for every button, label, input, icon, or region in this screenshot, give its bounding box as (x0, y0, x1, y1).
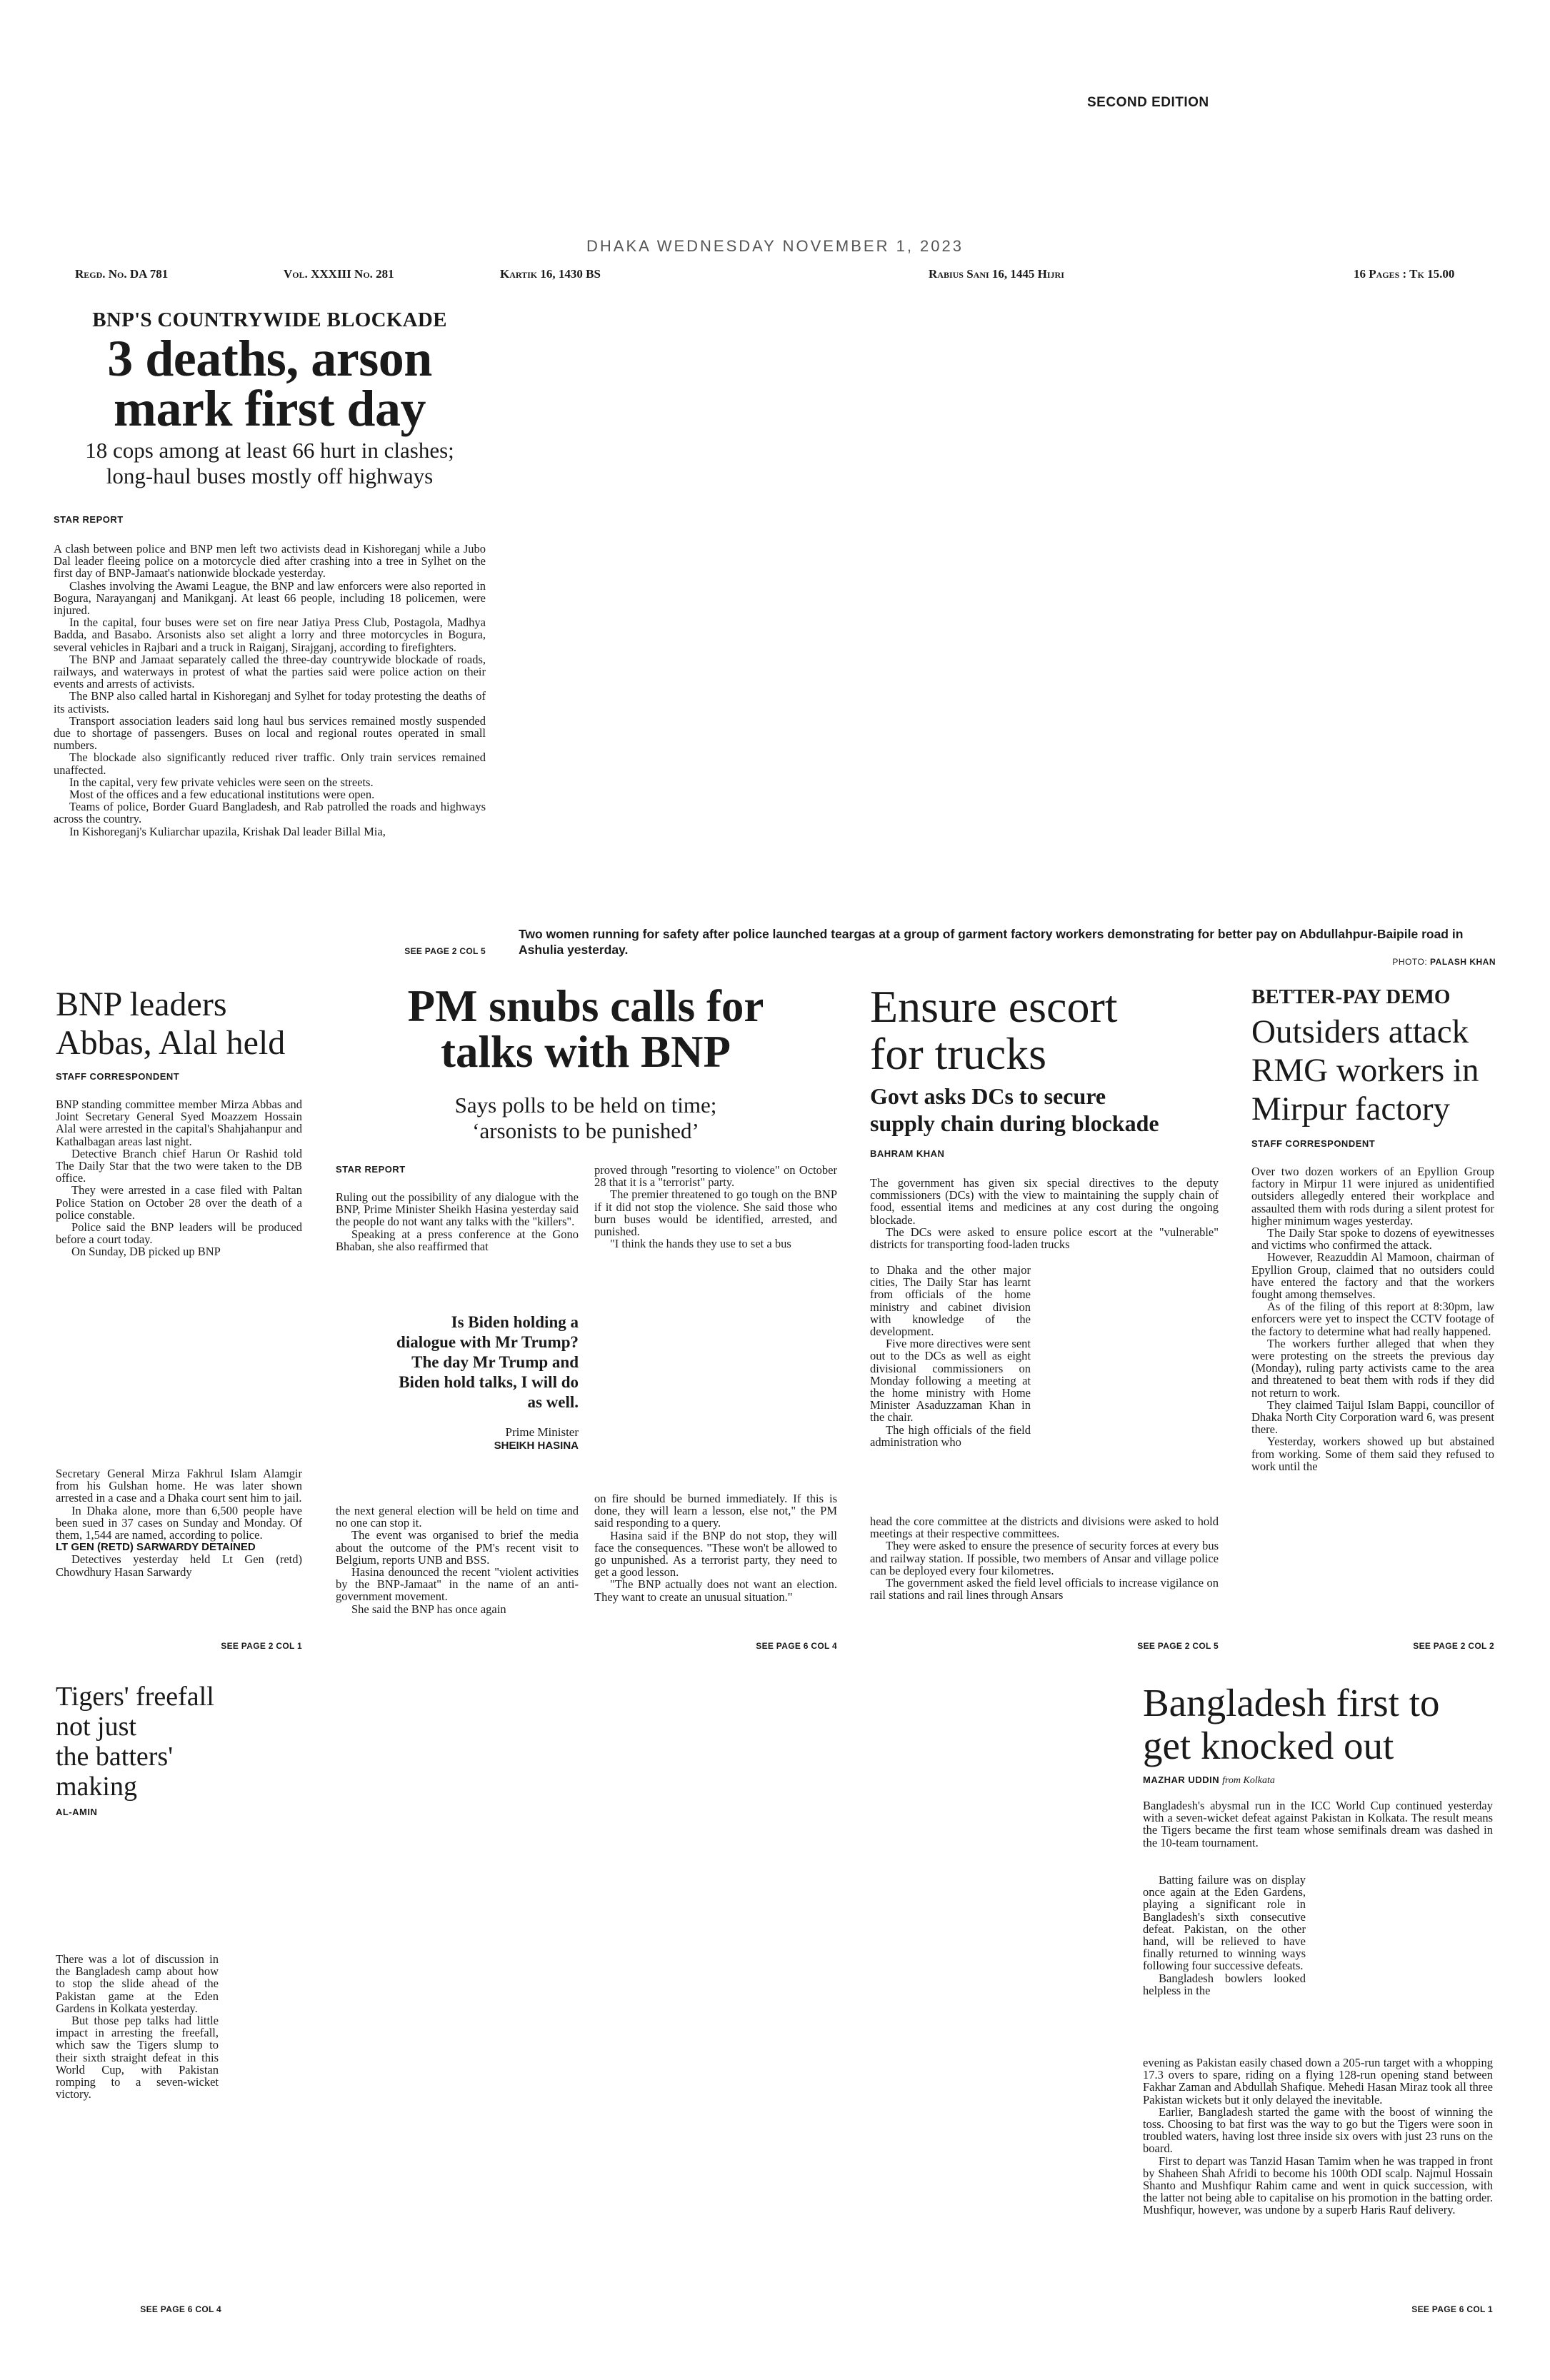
pm-pull-quote (336, 1312, 579, 1412)
pm-paragraph: the next general election will be held on time and no one can stop it. (336, 1504, 579, 1530)
lead-body (54, 543, 486, 838)
photo-caption: Two women running for safety after police launched teargas at a group of garment factory workers demonstrating for better pay on Abdullahpur-Baipile road in Ashulia yesterday. (519, 927, 1464, 957)
abbas-paragraph: Detective Branch chief Harun Or Rashid told The Daily Star that the two were taken to the DB office. (56, 1146, 302, 1185)
knocked-headline (1143, 1682, 1439, 1767)
lead-paragraph: In the capital, very few private vehicles were seen on the streets. (69, 775, 374, 789)
pm-paragraph: Hasina said if the BNP do not stop, they will face the consequences. "These won't be allowed to go unpunished. As a terrorist party, they need to get a good lesson. (594, 1528, 837, 1580)
rmg-headline-line-3: Mirpur factory (1251, 1090, 1450, 1128)
escort-paragraph: The high officials of the field administration who (870, 1422, 1031, 1449)
rmg-paragraph: The workers further alleged that when they were protesting on the streets the previous day (Monday), ruling party activists came to the area and threatened to beat them with rods if they did not return to work. (1251, 1336, 1494, 1400)
escort-headline-line-1: Ensure escort (870, 981, 1118, 1032)
pm-paragraph: on fire should be burned immediately. If this is done, they will learn a lesson, else not," the PM said responding to a query. (594, 1492, 837, 1530)
abbas-paragraph: In Dhaka alone, more than 6,500 people have been sued in 37 cases on Sunday and Monday. Of them, 1,544 are named, according to police. (56, 1503, 302, 1542)
tigers-byline: AL-AMIN (56, 1807, 98, 1817)
escort-headline-line-2: for trucks (870, 1028, 1047, 1079)
abbas-body-bottom (56, 1467, 302, 1578)
knocked-photo (1316, 1874, 1493, 2047)
registration-number: Regd. No. DA 781 (75, 267, 169, 281)
tigers-headline-line-3: the batters' (56, 1742, 174, 1772)
pm-paragraph: "The BNP actually does not want an election. They want to create an unusual situation." (594, 1577, 837, 1604)
rmg-headline-line-1: Outsiders attack (1251, 1013, 1469, 1050)
photo-credit-label: PHOTO: (1392, 957, 1428, 967)
dateline: DHAKA WEDNESDAY NOVEMBER 1, 2023 (586, 237, 964, 255)
lead-paragraph: In the capital, four buses were set on fire near Jatiya Press Club, Postagola, Madhya Badda, and Basabo. Arsonists also set alight a lorry and three motorcycles in Bogura, several vehicles in Rajbari and a truck in Raiganj, Sirajganj, according to firefighters. (54, 616, 486, 654)
abbas-byline: STAFF CORRESPONDENT (56, 1071, 180, 1082)
abbas-paragraph: They were arrested in a case filed with Paltan Police Station on October 28 over the death of a police constable. (56, 1183, 302, 1222)
bangla-date: Kartik 16, 1430 BS (500, 267, 601, 281)
escort-subhead-line-2: supply chain during blockade (870, 1110, 1159, 1136)
pm-subhead-line-1: Says polls to be held on time; (454, 1093, 717, 1118)
knocked-byline-from: from Kolkata (1222, 1775, 1275, 1786)
rmg-body (1251, 1165, 1494, 1472)
abbas-body-top (56, 1098, 302, 1258)
pm-subhead-line-2: ‘arsonists to be punished’ (472, 1118, 699, 1143)
pm-col2-bottom (594, 1492, 837, 1603)
knocked-headline-line-2: get knocked out (1143, 1724, 1394, 1767)
pm-byline: STAR REPORT (336, 1164, 406, 1175)
tigers-headline-line-4: making (56, 1772, 137, 1802)
pm-paragraph: proved through "resorting to violence" on October 28 that it is a "terrorist" party. (594, 1163, 837, 1190)
rmg-paragraph: However, Reazuddin Al Mamoon, chairman of Epyllion Group, claimed that no outsiders could have entered the factory and that the workers fought among themselves. (1251, 1250, 1494, 1302)
pm-quote-line: Is Biden holding a (451, 1313, 579, 1331)
lead-paragraph: Teams of police, Border Guard Bangladesh, and Rab patrolled the roads and highways across the country. (54, 800, 486, 826)
abbas-paragraph: Police said the BNP leaders will be produced before a court today. (56, 1220, 302, 1247)
rmg-paragraph: Yesterday, workers showed up but abstained from working. Some of them said they refused to work until the (1251, 1435, 1494, 1473)
rmg-jump: SEE PAGE 2 COL 2 (1413, 1641, 1494, 1651)
lead-subhead (54, 438, 486, 489)
lead-paragraph: Clashes involving the Awami League, the BNP and law enforcers were also reported in Bogura, Narayanganj and Manikganj. At least 66 people, including 18 policemen, were injured. (54, 578, 486, 618)
rmg-paragraph: As of the filing of this report at 8:30pm, law enforcers were yet to inspect the CCTV footage of the factory to determine what had really happened. (1251, 1300, 1494, 1338)
knocked-byline: MAZHAR UDDIN (1143, 1774, 1220, 1785)
hijri-date: Rabius Sani 16, 1445 Hijri (929, 267, 1064, 281)
lead-paragraph: In Kishoreganj's Kuliarchar upazila, Krishak Dal leader Billal Mia, (69, 824, 386, 838)
escort-paragraph: The government has given six special directives to the deputy commissioners (DCs) with the view to maintaining the supply chain of food, essential items and medicines at any cost during the ongoing blockade. (870, 1176, 1219, 1227)
tigers-paragraph: But those pep talks had little impact in arresting the freefall, which saw the Tigers slump to their sixth straight defeat in this World Cup, with Pakistan romping to a seven-wicket victory. (56, 2014, 219, 2102)
escort-paragraph: The DCs were asked to ensure police escort at the "vulnerable" districts for transporting food-laden trucks (870, 1225, 1219, 1252)
pm-quote-line: Biden hold talks, I will do (399, 1373, 579, 1391)
pm-quote-line: as well. (527, 1393, 579, 1411)
knocked-paragraph: Bangladesh bowlers looked helpless in the (1143, 1971, 1306, 1997)
pm-quote-attribution (336, 1425, 579, 1452)
pm-paragraph: The event was organised to brief the media about the outcome of the PM's recent visit to Belgium, reports UNB and BSS. (336, 1528, 579, 1567)
escort-paragraph: head the core committee at the districts and divisions were asked to hold meetings at their respective committees. (870, 1515, 1219, 1541)
abbas-headline (56, 985, 285, 1063)
tigers-jump: SEE PAGE 6 COL 4 (140, 2304, 221, 2314)
abbas-headline-line-2: Abbas, Alal held (56, 1024, 286, 1062)
rmg-paragraph: They claimed Taijul Islam Bappi, councillor of Dhaka North City Corporation ward 6, was present there. (1251, 1397, 1494, 1437)
tigers-headline (56, 1682, 214, 1802)
page-count-price: 16 Pages : Tk 15.00 (1354, 267, 1455, 281)
escort-subhead (870, 1083, 1159, 1137)
knocked-jump: SEE PAGE 6 COL 1 (1411, 2304, 1493, 2314)
escort-body-bottom (870, 1515, 1219, 1601)
pm-headline (336, 983, 836, 1075)
lead-paragraph: Most of the offices and a few educational institutions were open. (69, 788, 375, 802)
pm-quote-role: Prime Minister (505, 1425, 579, 1439)
pm-photo (594, 1285, 837, 1492)
volume-number: Vol. XXXIII No. 281 (284, 267, 394, 281)
lead-kicker: BNP'S COUNTRYWIDE BLOCKADE (92, 308, 447, 331)
pm-col1-bottom (336, 1505, 579, 1615)
escort-paragraph: to Dhaka and the other major cities, The Daily Star has learnt from officials of the home ministry and cabinet division with knowledge of the development. (870, 1263, 1031, 1339)
lead-headline-line-1: 3 deaths, arson (107, 330, 432, 387)
abbas-headline-line-1: BNP leaders (56, 985, 227, 1023)
escort-body-narrow (870, 1264, 1031, 1448)
photo-credit (1214, 957, 1496, 967)
pm-col2-top (594, 1164, 837, 1250)
escort-byline: BAHRAM KHAN (870, 1148, 945, 1159)
rmg-headline (1251, 1013, 1479, 1128)
escort-body-top (870, 1177, 1219, 1250)
lead-jump: SEE PAGE 2 COL 5 (404, 946, 486, 956)
masthead-info-bar (0, 267, 1550, 288)
edition-label: SECOND EDITION (1087, 95, 1209, 110)
tigers-body (56, 1953, 219, 2100)
escort-photo (1037, 1264, 1219, 1510)
lead-paragraph: A clash between police and BNP men left two activists dead in Kishoreganj while a Jubo Dal leader fleeing police on a motorcycle died after crashing into a tree in Sylhet on the first day of BNP-Jamaat's nationwide blockade yesterday. (54, 542, 486, 581)
lead-subhead-line-2: long-haul buses mostly off highways (106, 463, 434, 488)
pm-paragraph: The premier threatened to go tough on the BNP if it did not stop the violence. She said those who burn buses would be identified, arrested, and punished. (594, 1188, 837, 1239)
escort-paragraph: Five more directives were sent out to the DCs as well as eight divisional commissioners on Monday following a meeting at the home ministry with Home Minister Asaduzzaman Khan in the chair. (870, 1337, 1031, 1425)
pm-col1-top (336, 1191, 579, 1252)
lead-byline: STAR REPORT (54, 514, 124, 525)
pm-subhead (336, 1093, 836, 1144)
rmg-headline-line-2: RMG workers in (1251, 1052, 1479, 1089)
tigers-paragraph: There was a lot of discussion in the Bangladesh camp about how to stop the slide ahead of the Pakistan game at the Eden Gardens in Kolkata yesterday. (56, 1952, 219, 2015)
escort-paragraph: The government asked the field level officials to increase vigilance on rail stations and rail lines through Ansars (870, 1576, 1219, 1602)
abbas-photo (56, 1300, 302, 1462)
pm-paragraph: Hasina denounced the recent "violent activities by the BNP-Jamaat" in the name of an anti-government movement. (336, 1565, 579, 1604)
knocked-paragraph: First to depart was Tanzid Hasan Tamim when he was trapped in front by Shaheen Shah Afridi to become his 100th ODI scalp. Najmul Hossain Shanto and Mushfiqur Rahim came and went in quick succession, with the latter not being able to capitalise on his promotion in the batting order. Mushfiqur, however, was undone by a superb Haris Rauf delivery. (1143, 2154, 1493, 2217)
abbas-paragraph: BNP standing committee member Mirza Abbas and Joint Secretary General Syed Moazzem Hossain Alal were arrested in the capital's Shahjahanpur and Kathalbagan areas last night. (56, 1098, 302, 1148)
photo-credit-name: PALASH KHAN (1430, 957, 1496, 967)
pm-headline-line-2: talks with BNP (440, 1027, 731, 1077)
escort-subhead-line-1: Govt asks DCs to secure (870, 1083, 1106, 1109)
abbas-paragraph: Detectives yesterday held Lt Gen (retd) Chowdhury Hasan Sarwardy (56, 1552, 302, 1579)
tigers-headline-line-2: not just (56, 1712, 136, 1742)
lead-subhead-line-1: 18 cops among at least 66 hurt in clashes; (85, 438, 454, 463)
pm-quote-line: The day Mr Trump and (411, 1353, 579, 1371)
knocked-byline-row (1143, 1774, 1275, 1787)
rmg-kicker: BETTER-PAY DEMO (1251, 985, 1451, 1008)
knocked-body-bottom (1143, 2057, 1493, 2216)
lead-paragraph: The blockade also significantly reduced river traffic. Only train services remained unaffected. (54, 750, 486, 777)
tigers-headline-line-1: Tigers' freefall (56, 1682, 214, 1712)
knocked-body-narrow (1143, 1874, 1306, 1997)
pm-quote-name: SHEIKH HASINA (494, 1440, 579, 1452)
lead-paragraph: The BNP and Jamaat separately called the three-day countrywide blockade of roads, railways, and waterways in protest of what the parties said were police action on their events and arrests of activists. (54, 652, 486, 691)
escort-headline (870, 983, 1118, 1078)
tigers-photo (56, 1828, 1134, 1949)
abbas-subhead: LT GEN (RETD) SARWARDY DETAINED (56, 1541, 256, 1554)
escort-paragraph: They were asked to ensure the presence of security forces at every bus and railway station. If possible, two members of Ansar and village police can be deployed every four kilometres. (870, 1539, 1219, 1577)
rmg-byline: STAFF CORRESPONDENT (1251, 1138, 1376, 1149)
lead-story (54, 308, 486, 489)
lead-headline (54, 330, 486, 437)
pm-paragraph: "I think the hands they use to set a bus (610, 1237, 791, 1251)
rmg-paragraph: The Daily Star spoke to dozens of eyewitnesses and victims who confirmed the attack. (1251, 1226, 1494, 1252)
lead-headline-line-2: mark first day (114, 380, 426, 437)
knocked-body-top (1143, 1799, 1493, 1849)
abbas-paragraph: Secretary General Mirza Fakhrul Islam Alamgir from his Gulshan home. He was later shown arrested in a case and a Dhaka court sent him to jail. (56, 1467, 302, 1505)
knocked-paragraph: Batting failure was on display once again at the Eden Gardens, playing a significant role in Bangladesh's sixth consecutive defeat. Pakistan, on the other hand, will be relieved to have finally returned to winning ways following four successive defeats. (1143, 1873, 1306, 1973)
abbas-jump: SEE PAGE 2 COL 1 (221, 1641, 302, 1651)
lead-photo (519, 307, 1496, 921)
pm-paragraph: She said the BNP has once again (351, 1602, 506, 1616)
pm-headline-line-1: PM snubs calls for (407, 981, 764, 1031)
knocked-paragraph: Earlier, Bangladesh started the game with the boost of winning the toss. Choosing to bat first was the way to go but the Tigers were soon in troubled waters, having lost three inside six overs with just 23 runs on the board. (1143, 2104, 1493, 2156)
pm-jump: SEE PAGE 6 COL 4 (756, 1641, 837, 1651)
knocked-paragraph: evening as Pakistan easily chased down a 205-run target with a whopping 17.3 overs to spare, riding on a flying 128-run opening stand between Fakhar Zaman and Abdullah Shafique. Mehedi Hasan Miraz took all three Pakistan wickets but it only delayed the inevitable. (1143, 2056, 1493, 2107)
lead-paragraph: The BNP also called hartal in Kishoreganj and Sylhet for today protesting the deaths of its activists. (54, 689, 486, 715)
knocked-headline-line-1: Bangladesh first to (1143, 1681, 1440, 1724)
pm-paragraph: Speaking at a press conference at the Gono Bhaban, she also reaffirmed that (336, 1227, 579, 1253)
rmg-paragraph: Over two dozen workers of an Epyllion Group factory in Mirpur 11 were injured as unidentified outsiders allegedly entered their workplace and assaulted them with rods during a silent protest for higher minimum wages yesterday. (1251, 1165, 1494, 1227)
escort-jump: SEE PAGE 2 COL 5 (1137, 1641, 1219, 1651)
lead-paragraph: Transport association leaders said long haul bus services remained mostly suspended due to shortage of passengers. Buses on local and regional routes operated in small numbers. (54, 713, 486, 753)
pm-paragraph: Ruling out the possibility of any dialogue with the BNP, Prime Minister Sheikh Hasina yesterday said the people do not want any talks with the "killers". (336, 1190, 579, 1229)
knocked-paragraph: Bangladesh's abysmal run in the ICC World Cup continued yesterday with a seven-wicket defeat against Pakistan in Kolkata. The result means the Tigers became the first team whose semifinals dream was dashed in the 10-team tournament. (1143, 1799, 1493, 1849)
pm-quote-line: dialogue with Mr Trump? (396, 1333, 579, 1351)
abbas-paragraph: On Sunday, DB picked up BNP (71, 1245, 221, 1259)
